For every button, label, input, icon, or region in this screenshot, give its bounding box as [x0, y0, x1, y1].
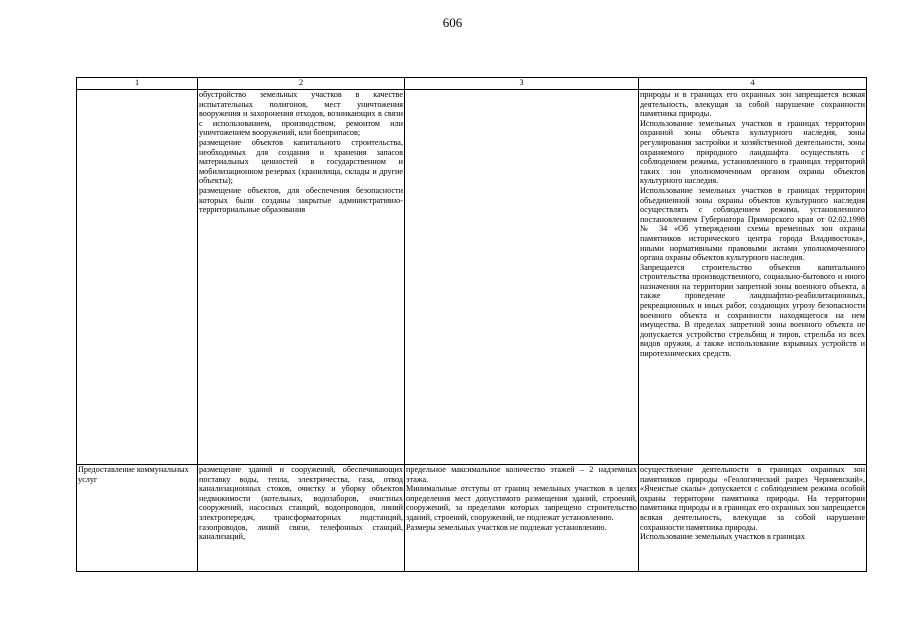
page-number: 606: [442, 15, 463, 30]
column-number-4: 4: [639, 78, 867, 90]
table-row: [77, 465, 867, 572]
paragraph: размещение объектов капитального строительства, необходимых для создания и хранения запасов материальных ценностей в государственном и мобилизационном резервах (хранилища, склады и другие объекты);: [199, 137, 403, 186]
paragraph: осуществление деятельности в границах охранных зон памятников природы «Геологический разрез Черняевский», «Ячеистые скалы» допускается с соблюдением режима особой охраны территории памятника природы. На территории памятника природы и в границах его охранных зон запрещается всякая деятельность, влекущая за собой нарушение сохранности памятника природы.: [640, 465, 865, 532]
paragraph: природы и в границах его охранных зон запрещается всякая деятельность, влекущая за собой нарушение сохранности памятника природы.: [640, 90, 865, 119]
paragraph: обустройство земельных участков в качестве испытательных полигонов, мест уничтожения вооружения и захоронения отходов, возникающих в связи с использованием, производством, ремонтом или уничтожением вооружений, или боеприпасов;: [199, 90, 403, 138]
column-number-2: 2: [198, 78, 405, 90]
paragraph: Использование земельных участков в границах территории охранной зоны объекта культурного наследия, зоны регулирования застройки и хозяйственной деятельности, зоны охраняемого природного ландшафта осуществлять с соблюдением режима, установленного в границах территорий таких зон уполномоченным органом охраны объектов культурного наследия.: [640, 118, 865, 186]
column-number-3: 3: [405, 78, 639, 90]
cell-parameters: [405, 465, 639, 572]
table-row: [77, 90, 867, 465]
cell-use-type: Предоставление коммунальных услуг: [77, 465, 198, 572]
paragraph: Использование земельных участков в границах: [640, 532, 805, 542]
paragraph: предельное максимальное количество этажей – 2 надземных этажа.: [406, 465, 637, 484]
paragraph: размещение объектов, для обеспечения безопасности которых были созданы закрытые административно-территориальные образования: [199, 185, 403, 215]
column-number-1: 1: [77, 78, 198, 90]
paragraph: Размеры земельных участков не подлежат установлению.: [406, 522, 607, 532]
paragraph: Использование земельных участков в границах территории объединенной зоны охраны объектов культурного наследия осуществлять с соблюдением режима, установленного постановлением Губернатора Приморского края от 02.02.1998 № 34 «Об утверждении схемы временных зон охраны памятников исторического центра города Владивостока», иными нормативными правовыми актами уполномоченного органа охраны объектов культурного наследия.: [640, 185, 865, 263]
cell-restrictions: [639, 90, 867, 465]
table-header-row: [77, 78, 867, 90]
cell-parameters: [405, 90, 639, 465]
cell-use-description: [198, 465, 405, 572]
paragraph: размещение зданий и сооружений, обеспечивающих поставку воды, тепла, электричества, газа, отвод канализационных стоков, очистку и уборку объектов недвижимости (котельных, водозаборов, очистных сооружений, насосных станций, водопроводов, линий электропередач, трансформаторных подстанций, газопроводов, линий связи, телефонных станций, канализаций,: [199, 465, 403, 542]
regulations-table: [76, 77, 867, 572]
cell-use-description: [198, 90, 405, 465]
cell-restrictions: [639, 465, 867, 572]
cell-use-type: [77, 90, 198, 465]
paragraph: Минимальные отступы от границ земельных участков в целях определения мест допустимого размещения зданий, строений, сооружений, за пределами которых запрещено строительство зданий, строений, сооружений, не подлежат установлению.: [406, 484, 637, 522]
paragraph: Запрещается строительство объектов капитального строительства производственного, социально-бытового и иного назначения на территории запретной зоны военного объекта, а также проведение ландшафтно-реабилитационных, рекреационных и иных работ, создающих угрозу безопасности военного объекта и сохранности находящегося на нем имущества. В пределах запретной зоны военного объекта не допускается устройство стрельбищ и тиров, стрельба из всех видов оружия, а также использование взрывных устройств и пиротехнических средств.: [640, 262, 865, 359]
